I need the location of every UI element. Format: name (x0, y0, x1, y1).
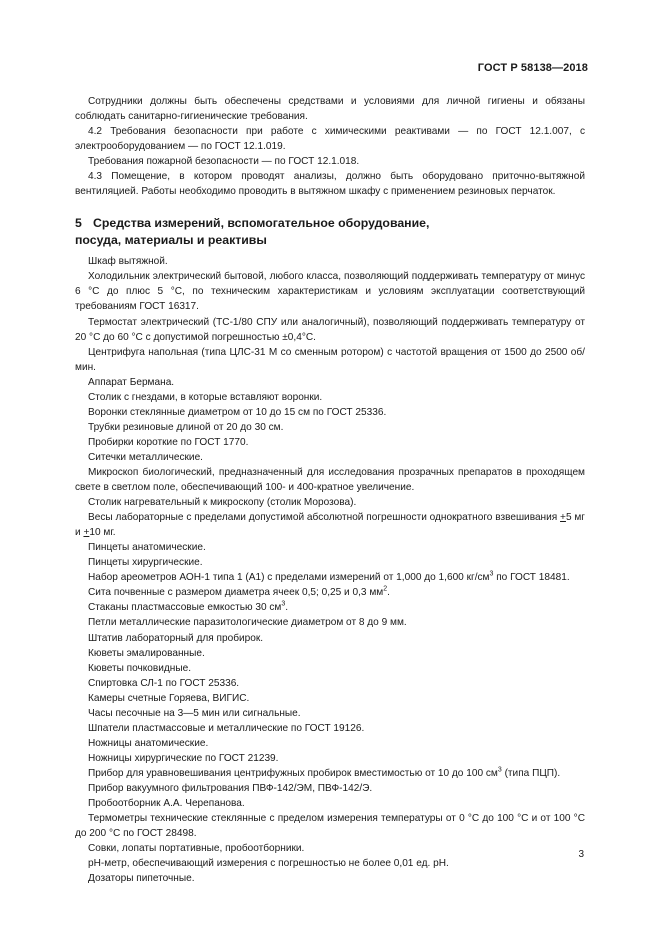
list-item: Холодильник электрический бытовой, любого класса, позволяющий поддерживать температуру от минус 6 °С до плюс 5 °С, по техническим характеристикам и условиям эксплуатации соответствующий требованиям ГОСТ 16317. (75, 271, 585, 313)
superscript: 3 (281, 601, 286, 609)
list-item: Дозаторы пипеточные. (88, 873, 195, 885)
paragraph-hygiene: Сотрудники должны быть обеспечены средствами и условиями для личной гигиены и обязаны соблюдать санитарно-гигиенические требования. (75, 96, 585, 123)
list-item: Ситечки металлические. (88, 451, 203, 463)
list-item-cups (75, 600, 585, 615)
list-item: Трубки резиновые длиной от 20 до 30 см. (88, 421, 284, 433)
list-item: Пробоотборник А.А. Черепанова. (88, 798, 245, 810)
section-5-heading (75, 215, 585, 248)
section-title-line-1: Средства измерений, вспомогательное оборудование, (93, 216, 430, 231)
paragraph-4-2: 4.2 Требования безопасности при работе с химическими реактивами — по ГОСТ 12.1.007, с электрооборудованием — по ГОСТ 12.1.019. (75, 126, 585, 153)
page-body (75, 94, 585, 886)
paragraph-fire-safety: Требования пожарной безопасности — по ГОСТ 12.1.018. (88, 156, 360, 168)
list-item: Петли металлические паразитологические диаметром от 8 до 9 мм. (88, 617, 407, 629)
scales-text: 5 мг и (75, 512, 585, 539)
list-item: Столик нагревательный к микроскопу (столик Морозова). (88, 497, 357, 509)
list-item: Часы песочные на 3—5 мин или сигнальные. (88, 707, 301, 719)
list-item: Центрифуга напольная (типа ЦЛС-31 М со сменным ротором) с частотой вращения от 1500 до 2500 об/мин. (75, 346, 585, 373)
list-item: Микроскоп биологический, предназначенный для исследования прозрачных препаратов в проходящем свете в светлом поле, обеспечивающий 100- и 400-кратное увеличение. (75, 466, 585, 494)
cups-text: Стаканы пластмассовые емкостью 30 см (88, 602, 282, 614)
sieves-text: Сита почвенные с размером диаметра ячеек 0,5; 0,25 и 0,3 мм (88, 587, 384, 599)
list-item: Кюветы почковидные. (88, 662, 192, 674)
list-item-balancer (75, 766, 585, 781)
sieves-text: . (387, 587, 390, 599)
list-item: Кюветы эмалированные. (88, 647, 205, 659)
list-item-scales (75, 510, 585, 540)
list-item-sieves (75, 585, 585, 600)
superscript: 2 (383, 586, 388, 593)
list-item-areometers (75, 570, 585, 585)
scales-text: Весы лабораторные с пределами допустимой абсолютной погрешности однократного взвешивания (88, 512, 561, 524)
list-item: рН-метр, обеспечивающий измерения с погрешностью не более 0,01 ед. рН. (88, 858, 449, 870)
list-item: Ножницы анатомические. (88, 737, 209, 749)
list-item: Камеры счетные Горяева, ВИГИС. (88, 692, 250, 704)
list-item: Ножницы хирургические по ГОСТ 21239. (88, 752, 279, 764)
page-number: 3 (578, 849, 584, 860)
standard-designation: ГОСТ Р 58138—2018 (477, 62, 588, 74)
section-title-line-2: посуда, материалы и реактивы (75, 232, 267, 247)
superscript: 3 (497, 766, 502, 774)
list-item: Пинцеты хирургические. (88, 557, 203, 569)
plus-minus-sign: + (560, 512, 566, 524)
list-item: Пинцеты анатомические. (88, 542, 206, 554)
list-item: Шкаф вытяжной. (88, 256, 168, 268)
list-item: Шпатели пластмассовые и металлические по ГОСТ 19126. (88, 722, 365, 734)
areometers-text: Набор ареометров АОН-1 типа 1 (А1) с пределами измерений от 1,000 до 1,600 кг/см (88, 572, 490, 584)
balancer-text: (типа ПЦП). (501, 767, 561, 779)
cups-text: . (285, 602, 289, 614)
list-item: Прибор вакуумного фильтрования ПВФ-142/ЭМ, ПВФ-142/Э. (88, 782, 373, 794)
superscript: 3 (489, 570, 494, 578)
list-item: Воронки стеклянные диаметром от 10 до 15 см по ГОСТ 25336. (88, 406, 387, 418)
list-item: Аппарат Бермана. (88, 376, 175, 388)
list-item: Пробирки короткие по ГОСТ 1770. (88, 436, 249, 448)
scales-text: 10 мг. (89, 527, 116, 539)
plus-minus-sign: + (83, 527, 90, 539)
areometers-text: по ГОСТ 18481. (493, 572, 570, 584)
section-number: 5 (75, 216, 82, 231)
list-item: Спиртовка СЛ-1 по ГОСТ 25336. (88, 677, 240, 689)
list-item: Столик с гнездами, в которые вставляют воронки. (88, 391, 323, 403)
paragraph-4-3: 4.3 Помещение, в котором проводят анализы, должно быть оборудовано приточно-вытяжной вентиляцией. Работы необходимо проводить в вытяжном шкафу с применением резиновых перчаток. (75, 171, 585, 198)
list-item: Штатив лабораторный для пробирок. (88, 632, 264, 644)
list-item: Совки, лопаты портативные, пробоотборники. (88, 843, 305, 855)
list-item: Термостат электрический (ТС-1/80 СПУ или аналогичный), позволяющий поддерживать температуру от 20 °С до 60 °С с допустимой погрешностью ±0,4°С. (75, 316, 585, 343)
balancer-text: Прибор для уравновешивания центрифужных пробирок вместимостью от 10 до 100 см (88, 767, 498, 779)
list-item: Термометры технические стеклянные с пределом измерения температуры от 0 °С до 100 °С и от 100 °С до 200 °С по ГОСТ 28498. (75, 813, 585, 840)
